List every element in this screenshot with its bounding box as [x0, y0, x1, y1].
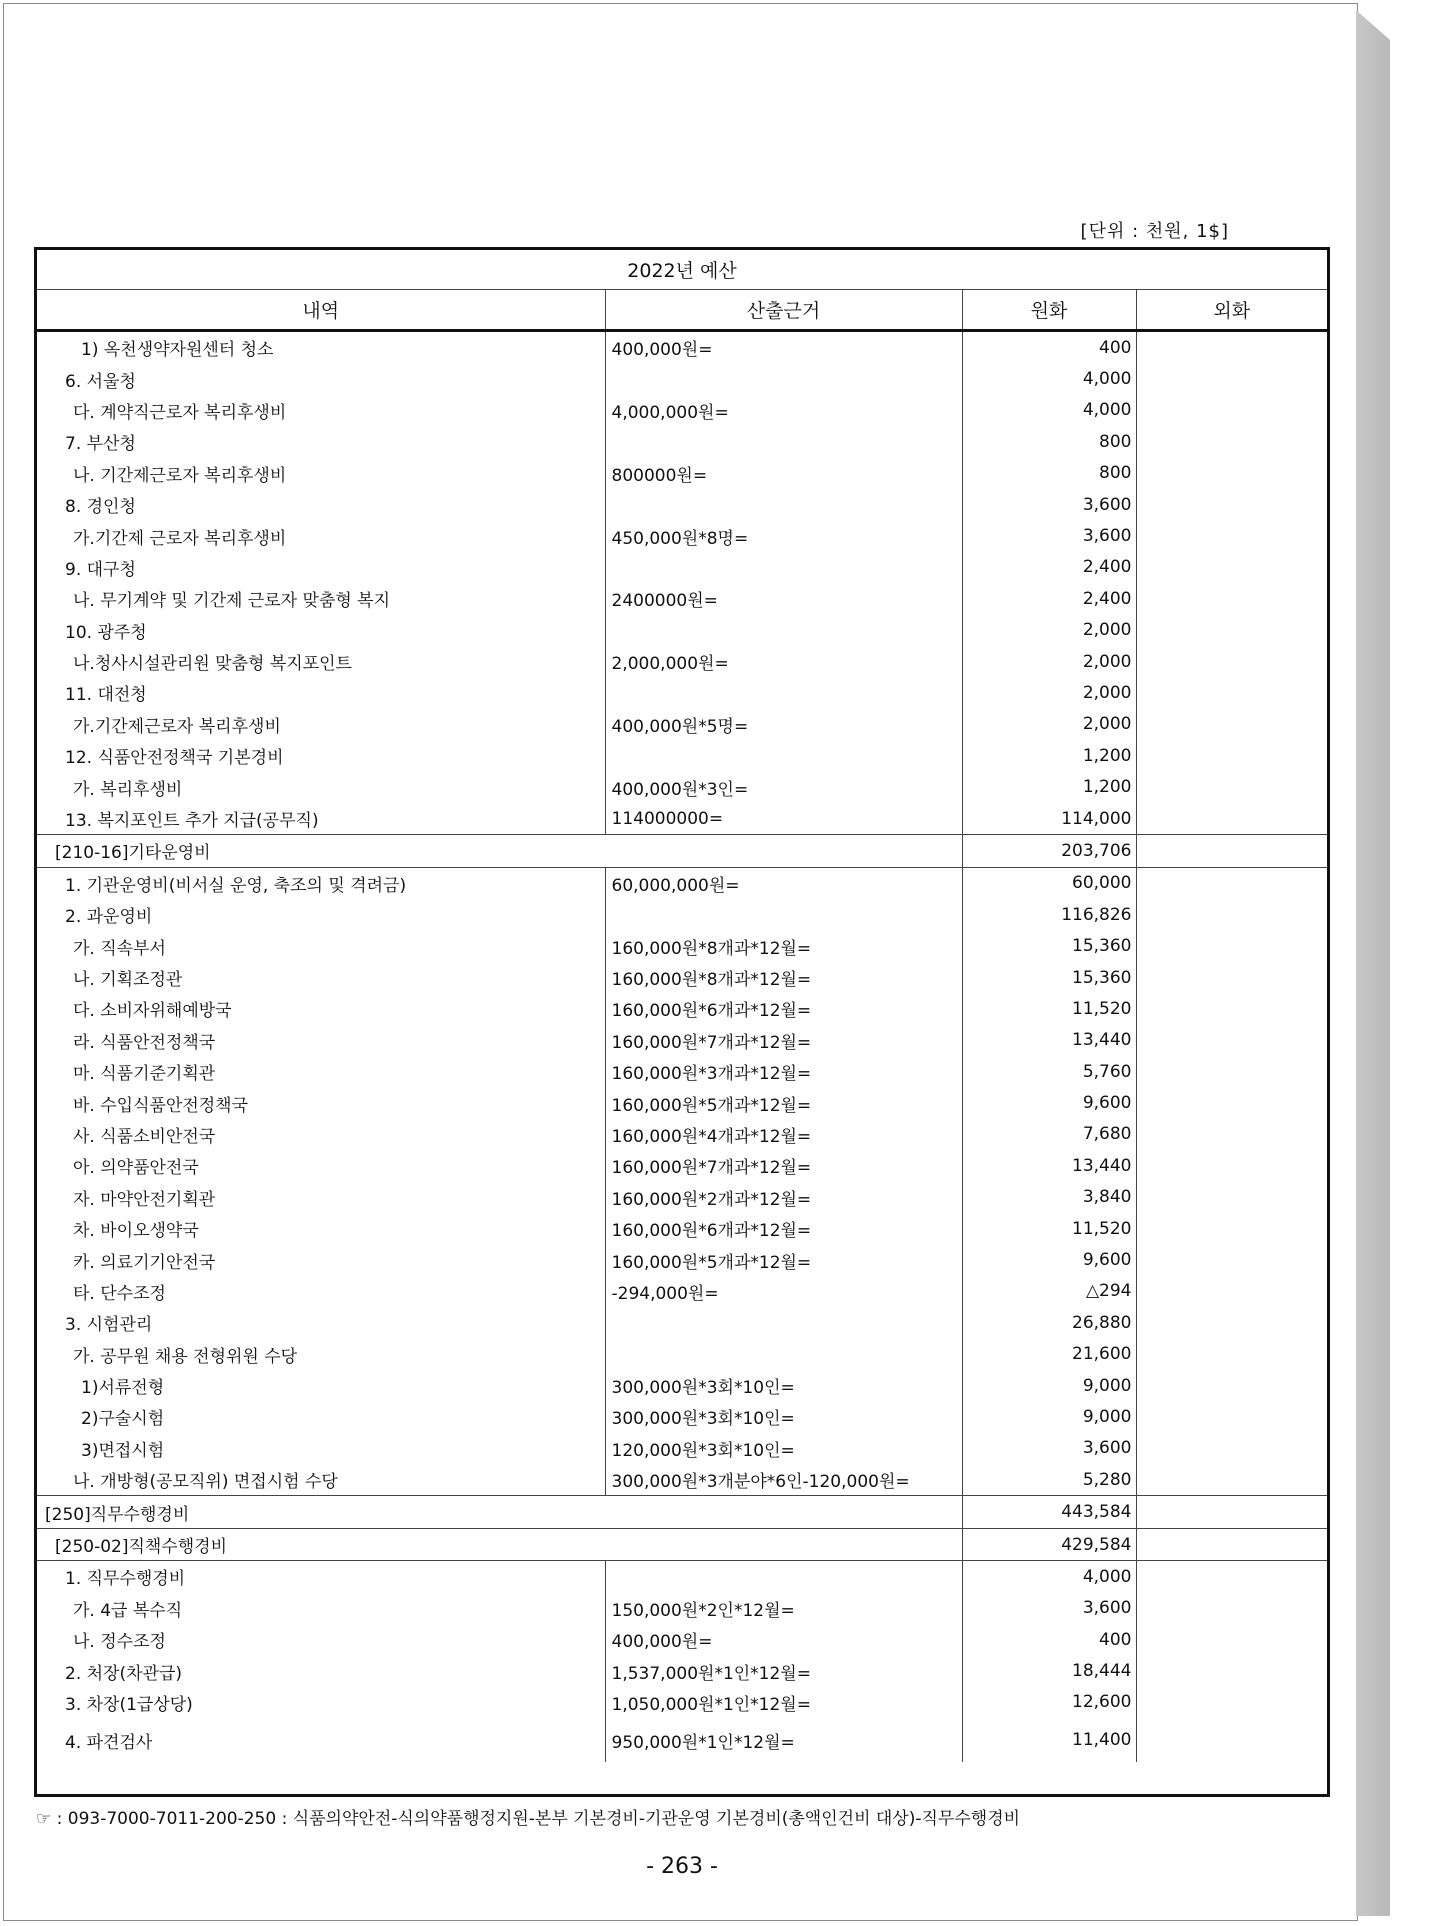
row-desc: 나. 개방형(공모직위) 면접시험 수당 [37, 1464, 605, 1496]
row-desc: 1) 옥천생약자원센터 청소 [37, 331, 605, 364]
header-foreign: 외화 [1136, 290, 1327, 331]
table-row [37, 1528, 1327, 1560]
table-row [37, 583, 1327, 614]
table-row [37, 1433, 1327, 1464]
row-foreign [1136, 1593, 1327, 1624]
row-basis: 800000원= [605, 458, 962, 489]
table-row [37, 1119, 1327, 1150]
row-basis: 160,000원*2개과*12월= [605, 1182, 962, 1213]
row-krw: 1,200 [962, 771, 1136, 802]
budget-table-frame [34, 247, 1330, 1797]
row-desc: 다. 계약직근로자 복리후생비 [37, 395, 605, 426]
row-desc: 2. 처장(차관급) [37, 1655, 605, 1686]
row-desc: 3. 시험관리 [37, 1307, 605, 1338]
table-row [37, 331, 1327, 364]
row-desc: 9. 대구청 [37, 552, 605, 583]
table-row [37, 1687, 1327, 1718]
row-foreign [1136, 1276, 1327, 1307]
row-krw: 2,000 [962, 615, 1136, 646]
row-desc: 12. 식품안전정책국 기본경비 [37, 740, 605, 771]
table-row [37, 835, 1327, 867]
row-krw: 11,520 [962, 1213, 1136, 1244]
row-krw: 21,600 [962, 1339, 1136, 1370]
row-foreign [1136, 1624, 1327, 1655]
row-basis: 160,000원*5개과*12월= [605, 1087, 962, 1118]
row-foreign [1136, 1182, 1327, 1213]
row-desc: 8. 경인청 [37, 489, 605, 520]
row-foreign [1136, 395, 1327, 426]
table-row [37, 395, 1327, 426]
row-desc: 차. 바이오생약국 [37, 1213, 605, 1244]
row-basis [605, 552, 962, 583]
row-basis: 150,000원*2인*12월= [605, 1593, 962, 1624]
row-krw: 12,600 [962, 1687, 1136, 1718]
table-row [37, 1025, 1327, 1056]
row-basis: 1,050,000원*1인*12월= [605, 1687, 962, 1718]
row-basis: 4,000,000원= [605, 395, 962, 426]
row-basis: 160,000원*4개과*12월= [605, 1119, 962, 1150]
row-krw: 4,000 [962, 395, 1136, 426]
row-basis [605, 489, 962, 520]
row-basis: 1,537,000원*1인*12월= [605, 1655, 962, 1686]
row-krw: 13,440 [962, 1150, 1136, 1181]
table-row [37, 1464, 1327, 1496]
row-basis: 2,000,000원= [605, 646, 962, 677]
row-foreign [1136, 677, 1327, 708]
table-row [37, 1624, 1327, 1655]
row-basis: 400,000원= [605, 331, 962, 364]
row-krw: 2,400 [962, 583, 1136, 614]
table-row [37, 867, 1327, 899]
row-krw: 116,826 [962, 899, 1136, 930]
table-row [37, 646, 1327, 677]
row-foreign [1136, 740, 1327, 771]
row-desc: 3. 차장(1급상당) [37, 1687, 605, 1718]
row-krw: 9,600 [962, 1087, 1136, 1118]
row-basis: 114000000= [605, 803, 962, 835]
row-desc: [250]직무수행경비 [37, 1496, 962, 1528]
row-krw: 4,000 [962, 363, 1136, 394]
row-foreign [1136, 962, 1327, 993]
row-krw: 800 [962, 426, 1136, 457]
table-row [37, 1718, 1327, 1762]
row-foreign [1136, 1687, 1327, 1718]
row-foreign [1136, 489, 1327, 520]
row-krw: 3,600 [962, 1593, 1136, 1624]
table-row [37, 993, 1327, 1024]
row-krw: 3,600 [962, 1433, 1136, 1464]
row-desc: 10. 광주청 [37, 615, 605, 646]
row-basis: 120,000원*3회*10인= [605, 1433, 962, 1464]
row-foreign [1136, 1150, 1327, 1181]
row-basis [605, 615, 962, 646]
row-krw: 60,000 [962, 867, 1136, 899]
row-krw: 11,400 [962, 1718, 1136, 1762]
row-basis [605, 677, 962, 708]
row-desc: 7. 부산청 [37, 426, 605, 457]
row-basis: 2400000원= [605, 583, 962, 614]
row-krw: 800 [962, 458, 1136, 489]
row-basis: 300,000원*3개분야*6인-120,000원= [605, 1464, 962, 1496]
row-basis: 400,000원= [605, 1624, 962, 1655]
row-krw: △294 [962, 1276, 1136, 1307]
row-desc: 나. 정수조정 [37, 1624, 605, 1655]
row-foreign [1136, 1655, 1327, 1686]
row-foreign [1136, 1025, 1327, 1056]
row-foreign [1136, 867, 1327, 899]
table-row [37, 677, 1327, 708]
row-desc: 가. 공무원 채용 전형위원 수당 [37, 1339, 605, 1370]
row-foreign [1136, 1561, 1327, 1593]
row-basis: 400,000원*5명= [605, 709, 962, 740]
row-foreign [1136, 771, 1327, 802]
row-basis: -294,000원= [605, 1276, 962, 1307]
table-row [37, 1561, 1327, 1593]
table-row [37, 709, 1327, 740]
row-krw: 203,706 [962, 835, 1136, 867]
row-foreign [1136, 709, 1327, 740]
row-foreign [1136, 1401, 1327, 1432]
header-desc: 내역 [37, 290, 605, 331]
row-krw: 3,600 [962, 520, 1136, 551]
row-foreign [1136, 1213, 1327, 1244]
header-basis: 산출근거 [605, 290, 962, 331]
row-desc: 1. 직무수행경비 [37, 1561, 605, 1593]
table-body [37, 331, 1327, 1763]
row-desc: 2. 과운영비 [37, 899, 605, 930]
row-basis: 300,000원*3회*10인= [605, 1401, 962, 1432]
row-foreign [1136, 899, 1327, 930]
row-krw: 9,000 [962, 1370, 1136, 1401]
table-row [37, 1496, 1327, 1528]
header-krw: 원화 [962, 290, 1136, 331]
table-row [37, 363, 1327, 394]
row-basis [605, 740, 962, 771]
row-basis: 160,000원*6개과*12월= [605, 1213, 962, 1244]
row-foreign [1136, 803, 1327, 835]
budget-table [37, 250, 1327, 1762]
table-row [37, 771, 1327, 802]
row-foreign [1136, 835, 1327, 867]
row-krw: 9,000 [962, 1401, 1136, 1432]
row-foreign [1136, 1056, 1327, 1087]
row-desc: 바. 수입식품안전정책국 [37, 1087, 605, 1118]
row-foreign [1136, 458, 1327, 489]
row-krw: 5,280 [962, 1464, 1136, 1496]
row-krw: 5,760 [962, 1056, 1136, 1087]
row-krw: 400 [962, 1624, 1136, 1655]
table-row [37, 962, 1327, 993]
table-row [37, 1087, 1327, 1118]
row-basis: 160,000원*7개과*12월= [605, 1150, 962, 1181]
table-row [37, 1276, 1327, 1307]
row-basis [605, 1339, 962, 1370]
table-row [37, 426, 1327, 457]
row-foreign [1136, 930, 1327, 961]
row-basis: 300,000원*3회*10인= [605, 1370, 962, 1401]
row-krw: 429,584 [962, 1528, 1136, 1560]
row-desc: 자. 마약안전기획관 [37, 1182, 605, 1213]
row-foreign [1136, 1370, 1327, 1401]
row-desc: 가. 4급 복수직 [37, 1593, 605, 1624]
row-basis: 160,000원*5개과*12월= [605, 1244, 962, 1275]
row-krw: 400 [962, 331, 1136, 364]
table-row [37, 1244, 1327, 1275]
table-row [37, 930, 1327, 961]
table-row [37, 803, 1327, 835]
table-row [37, 1213, 1327, 1244]
row-krw: 443,584 [962, 1496, 1136, 1528]
row-basis [605, 1561, 962, 1593]
row-basis [605, 363, 962, 394]
row-desc: 6. 서울청 [37, 363, 605, 394]
table-row [37, 458, 1327, 489]
row-foreign [1136, 520, 1327, 551]
row-krw: 2,000 [962, 709, 1136, 740]
row-krw: 15,360 [962, 930, 1136, 961]
row-basis: 950,000원*1인*12월= [605, 1718, 962, 1762]
row-desc: 타. 단수조정 [37, 1276, 605, 1307]
row-krw: 2,000 [962, 677, 1136, 708]
row-basis [605, 1307, 962, 1338]
table-row [37, 1370, 1327, 1401]
row-desc: 1. 기관운영비(비서실 운영, 축조의 및 격려금) [37, 867, 605, 899]
row-desc: 13. 복지포인트 추가 지급(공무직) [37, 803, 605, 835]
row-desc: [210-16]기타운영비 [37, 835, 962, 867]
row-krw: 11,520 [962, 993, 1136, 1024]
row-basis [605, 426, 962, 457]
table-row [37, 740, 1327, 771]
row-foreign [1136, 615, 1327, 646]
row-foreign [1136, 1087, 1327, 1118]
row-foreign [1136, 1718, 1327, 1762]
row-foreign [1136, 993, 1327, 1024]
table-row [37, 1150, 1327, 1181]
row-basis: 160,000원*8개과*12월= [605, 962, 962, 993]
table-title: 2022년 예산 [37, 250, 1327, 290]
row-foreign [1136, 331, 1327, 364]
row-basis: 450,000원*8명= [605, 520, 962, 551]
row-foreign [1136, 1528, 1327, 1560]
row-desc: 가. 직속부서 [37, 930, 605, 961]
row-foreign [1136, 363, 1327, 394]
row-desc: 11. 대전청 [37, 677, 605, 708]
table-row [37, 1307, 1327, 1338]
row-krw: 114,000 [962, 803, 1136, 835]
row-desc: 1)서류전형 [37, 1370, 605, 1401]
row-krw: 18,444 [962, 1655, 1136, 1686]
row-foreign [1136, 1496, 1327, 1528]
row-krw: 15,360 [962, 962, 1136, 993]
row-basis: 60,000,000원= [605, 867, 962, 899]
table-row [37, 1593, 1327, 1624]
page-stack-edge [1356, 10, 1390, 1916]
table-row [37, 1056, 1327, 1087]
row-desc: 나.청사시설관리원 맞춤형 복지포인트 [37, 646, 605, 677]
table-row [37, 1401, 1327, 1432]
row-basis: 400,000원*3인= [605, 771, 962, 802]
row-krw: 7,680 [962, 1119, 1136, 1150]
row-desc: 마. 식품기준기획관 [37, 1056, 605, 1087]
row-basis: 160,000원*6개과*12월= [605, 993, 962, 1024]
table-row [37, 520, 1327, 551]
row-krw: 2,400 [962, 552, 1136, 583]
row-krw: 9,600 [962, 1244, 1136, 1275]
row-desc: 3)면접시험 [37, 1433, 605, 1464]
table-row [37, 552, 1327, 583]
row-krw: 3,600 [962, 489, 1136, 520]
row-desc: 가.기간제 근로자 복리후생비 [37, 520, 605, 551]
row-krw: 1,200 [962, 740, 1136, 771]
row-foreign [1136, 583, 1327, 614]
document-page [3, 3, 1358, 1921]
table-row [37, 1655, 1327, 1686]
row-desc: 다. 소비자위해예방국 [37, 993, 605, 1024]
row-desc: 라. 식품안전정책국 [37, 1025, 605, 1056]
row-foreign [1136, 1464, 1327, 1496]
row-krw: 2,000 [962, 646, 1136, 677]
row-foreign [1136, 1433, 1327, 1464]
row-krw: 26,880 [962, 1307, 1136, 1338]
row-desc: 4. 파견검사 [37, 1718, 605, 1762]
row-desc: [250-02]직책수행경비 [37, 1528, 962, 1560]
row-foreign [1136, 646, 1327, 677]
row-foreign [1136, 1244, 1327, 1275]
row-desc: 가. 복리후생비 [37, 771, 605, 802]
row-desc: 나. 기획조정관 [37, 962, 605, 993]
unit-label: [단위 : 천원, 1$] [1080, 221, 1229, 242]
row-desc: 가.기간제근로자 복리후생비 [37, 709, 605, 740]
row-krw: 3,840 [962, 1182, 1136, 1213]
row-foreign [1136, 552, 1327, 583]
row-krw: 4,000 [962, 1561, 1136, 1593]
row-desc: 아. 의약품안전국 [37, 1150, 605, 1181]
footnote: ☞ : 093-7000-7011-200-250 : 식품의약안전-식의약품행정지원-본부 기본경비-기관운영 기본경비(총액인건비 대상)-직무수행경비 [36, 1809, 1021, 1829]
row-basis: 160,000원*8개과*12월= [605, 930, 962, 961]
row-basis [605, 899, 962, 930]
row-desc: 2)구술시험 [37, 1401, 605, 1432]
row-basis: 160,000원*7개과*12월= [605, 1025, 962, 1056]
page-number: - 263 - [646, 1854, 718, 1879]
row-foreign [1136, 1119, 1327, 1150]
row-basis: 160,000원*3개과*12월= [605, 1056, 962, 1087]
table-row [37, 489, 1327, 520]
row-desc: 나. 기간제근로자 복리후생비 [37, 458, 605, 489]
row-foreign [1136, 1339, 1327, 1370]
table-row [37, 1339, 1327, 1370]
row-desc: 사. 식품소비안전국 [37, 1119, 605, 1150]
row-foreign [1136, 426, 1327, 457]
row-desc: 나. 무기계약 및 기간제 근로자 맞춤형 복지 [37, 583, 605, 614]
table-row [37, 615, 1327, 646]
table-row [37, 899, 1327, 930]
table-row [37, 1182, 1327, 1213]
row-krw: 13,440 [962, 1025, 1136, 1056]
row-desc: 카. 의료기기안전국 [37, 1244, 605, 1275]
row-foreign [1136, 1307, 1327, 1338]
